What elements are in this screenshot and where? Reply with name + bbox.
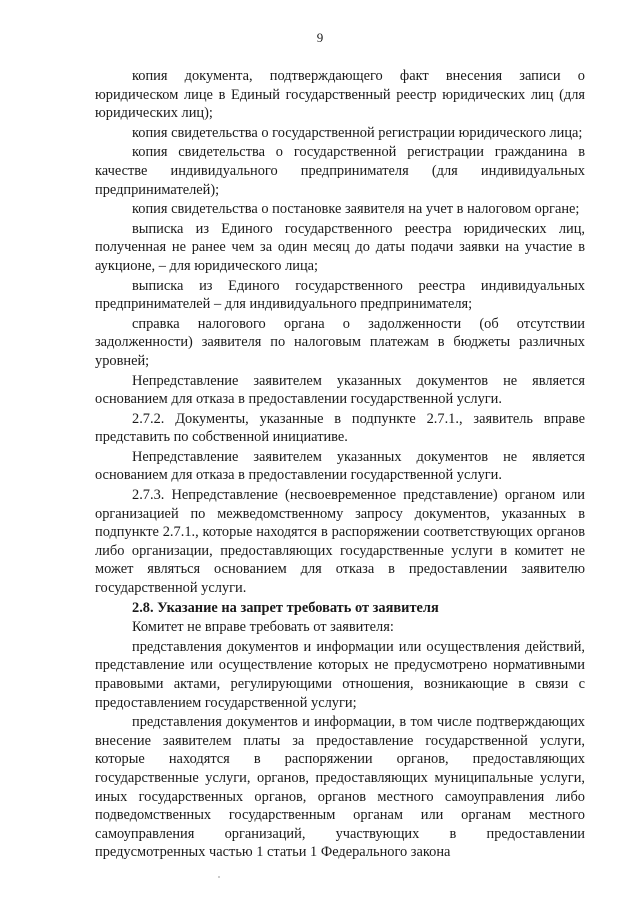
paragraph-egrul-extract: выписка из Единого государственного реестра юридических лиц, полученная не ранее чем за один месяц до даты подачи заявки на участие в аукционе, – для юридического лица; [95,220,585,274]
page-number: 9 [316,30,324,45]
paragraph-committee-not-entitled: Комитет не вправе требовать от заявителя: [132,619,394,636]
document-body [95,67,585,863]
paragraph-tax-certificate: справка налогового органа о задолженности (об отсутствии задолженности) заявителя по налоговым платежам в бюджеты различных уровней; [95,315,585,369]
paragraph-2-7-3: 2.7.3. Непредставление (несвоевременное представление) органом или организацией по межведомственному запросу документов, указанных в подпункте 2.7.1., которые находятся в распоряжении соответствующих органов либо организации, предоставляющих государственные услуги в комитет не может являться основанием для отказа в предоставлении заявителю государственной услуги. [95,487,585,597]
paragraph-non-submission-2: Непредставление заявителем указанных документов не является основанием для отказа в предоставлении государственной услуги. [95,448,585,484]
paragraph-egrul-copy: копия документа, подтверждающего факт внесения записи о юридическом лице в Единый государственный реестр юридических лиц (для юридических лиц); [95,68,585,122]
paragraph-2-7-2: 2.7.2. Документы, указанные в подпункте 2.7.1., заявитель вправе представить по собственной инициативе. [95,410,585,446]
paragraph-egrip-extract: выписка из Единого государственного реестра индивидуальных предпринимателей – для индивидуального предпринимателя; [95,277,585,313]
paragraph-tax-registration: копия свидетельства о постановке заявителя на учет в налоговом органе; [132,201,580,218]
section-heading-2-8: 2.8. Указание на запрет требовать от заявителя [132,599,439,616]
paragraph-non-submission-1: Непредставление заявителем указанных документов не является основанием для отказа в предоставлении государственной услуги. [95,372,585,408]
paragraph-legal-entity-registration: копия свидетельства о государственной регистрации юридического лица; [132,124,583,141]
paragraph-entrepreneur-registration: копия свидетельства о государственной регистрации гражданина в качестве индивидуального предпринимателя (для индивидуальных предпринимателей); [95,144,585,198]
paragraph-documents-actions: представления документов и информации или осуществления действий, представление или осуществление которых не предусмотрено нормативными правовыми актами, регулирующими отношения, возникающие в связи с предоставлением государственной услуги; [95,638,585,711]
paragraph-documents-information: представления документов и информации, в том числе подтверждающих внесение заявителем платы за предоставление государственной услуги, которые находятся в распоряжении органов, предоставляющих государственные услуги, органов, предоставляющих муниципальные услуги, иных государственных органов, органов местного самоуправления либо подведомственных государственным органам или органам местного самоуправления организаций, участвующих в предоставлении предусмотренных частью 1 статьи 1 Федерального закона [95,714,585,861]
scan-speck [218,876,220,878]
